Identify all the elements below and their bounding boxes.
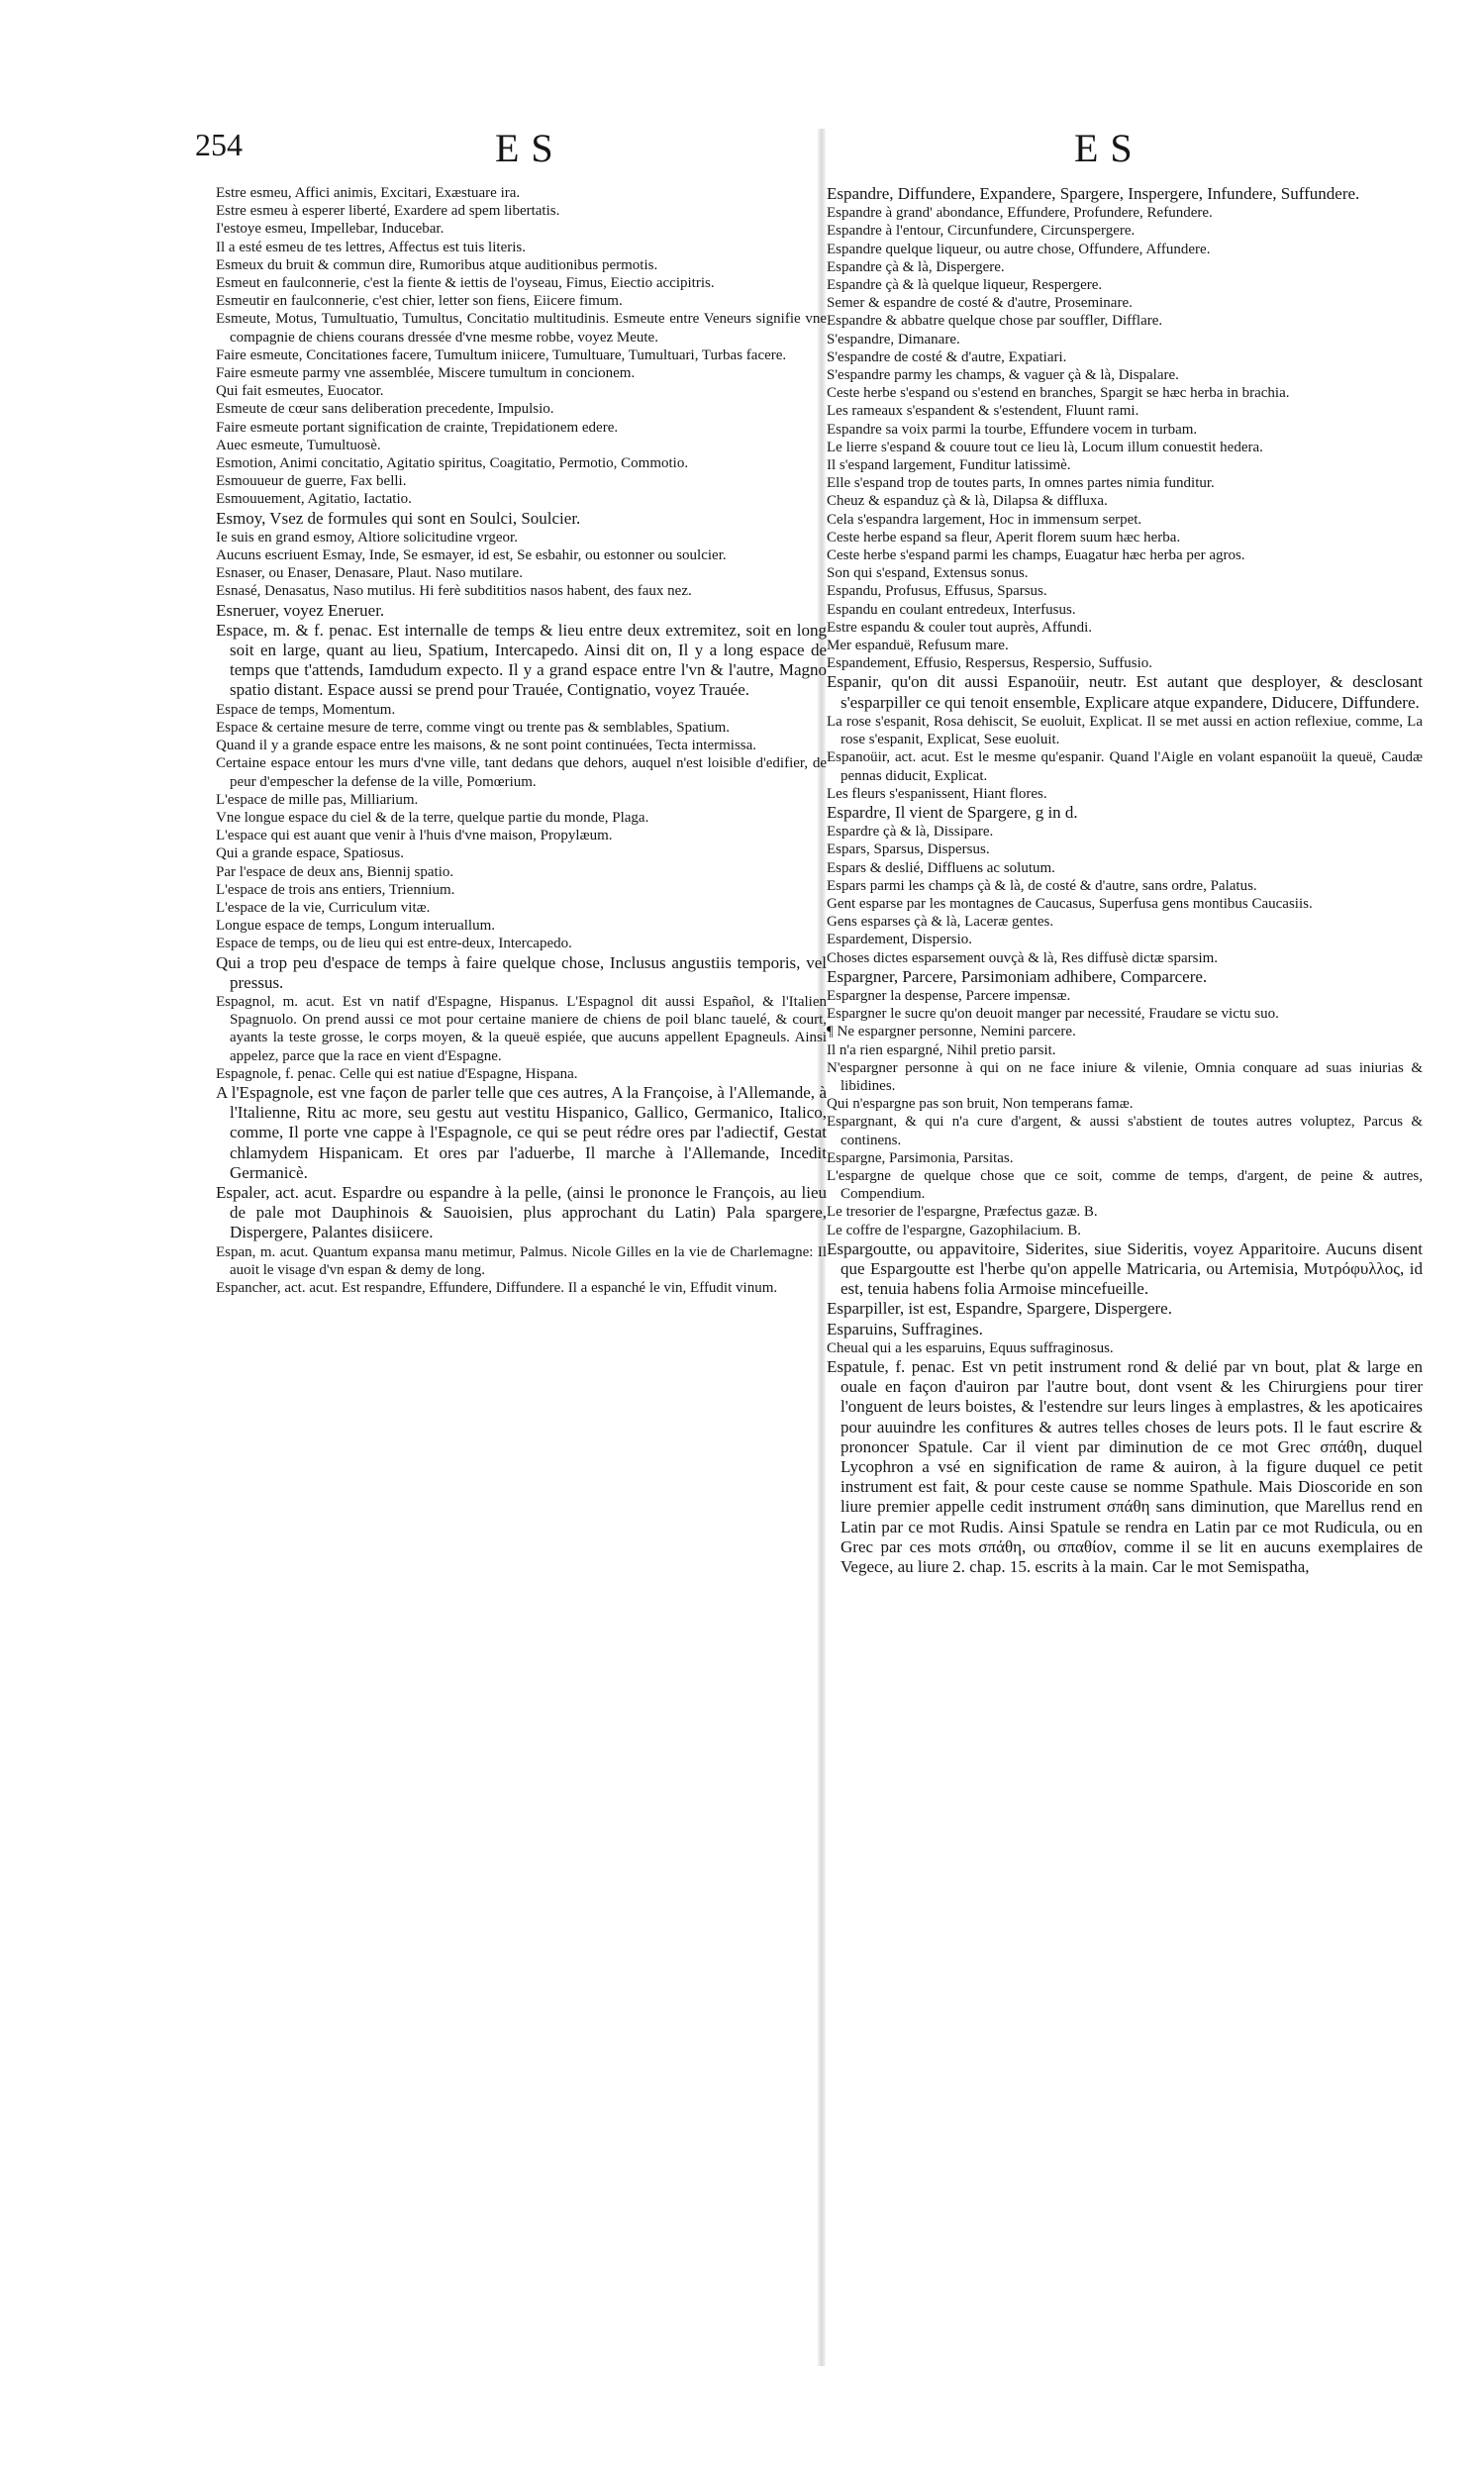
dictionary-entry: Gent esparse par les montagnes de Caucasus, Superfusa gens montibus Caucasiis. <box>827 895 1313 912</box>
dictionary-entry: L'espace de la vie, Curriculum vitæ. <box>216 899 431 916</box>
dictionary-entry: Espandre & abbatre quelque chose par souffler, Difflare. <box>827 313 1163 330</box>
dictionary-entry: Espars parmi les champs çà & là, de costé & d'autre, sans ordre, Palatus. <box>827 877 1257 894</box>
dictionary-entry: L'espace de mille pas, Milliarium. <box>216 791 419 808</box>
dictionary-entry: Espan, m. acut. Quantum expansa manu metimur, Palmus. Nicole Gilles en la vie de Charlemagne: Il auoit le visage d'vn espan & demy de long. <box>216 1243 827 1278</box>
dictionary-entry: Il a esté esmeu de tes lettres, Affectus est tuis literis. <box>216 239 526 255</box>
dictionary-entry: Espargner la despense, Parcere impensæ. <box>827 987 1071 1004</box>
dictionary-entry: Vne longue espace du ciel & de la terre, quelque partie du monde, Plaga. <box>216 809 649 826</box>
dictionary-entry: Ceste herbe espand sa fleur, Aperit florem suum hæc herba. <box>827 529 1181 545</box>
dictionary-entry: Esmeute, Motus, Tumultuatio, Tumultus, Concitatio multitudinis. Esmeute entre Veneurs signifie vne compagnie de chiens courans dressée d'vne mesme robbe, voyez Meute. <box>216 311 827 346</box>
dictionary-entry: Cheual qui a les esparuins, Equus suffraginosus. <box>827 1339 1114 1356</box>
dictionary-entry: Esmotion, Animi concitatio, Agitatio spiritus, Coagitatio, Permotio, Commotio. <box>216 455 689 472</box>
dictionary-entry: Espargnant, & qui n'a cure d'argent, & aussi s'abstient de toutes autres voluptez, Parcus & continens. <box>827 1114 1423 1148</box>
dictionary-entry: I'estoye esmeu, Impellebar, Inducebar. <box>216 221 445 238</box>
dictionary-entry: Il s'espand largement, Funditur latissimè. <box>827 457 1071 474</box>
dictionary-entry: Ceste herbe s'espand ou s'estend en branches, Spargit se hæc herba in brachia. <box>827 385 1290 402</box>
dictionary-entry: Estre espandu & couler tout auprès, Affundi. <box>827 619 1092 636</box>
dictionary-entry: Espancher, act. acut. Est respandre, Effundere, Diffundere. Il a espanché le vin, Effudit vinum. <box>216 1279 778 1296</box>
dictionary-entry: Espars, Sparsus, Dispersus. <box>827 842 990 858</box>
dictionary-entry: Le coffre de l'espargne, Gazophilacium. B. <box>827 1222 1082 1238</box>
dictionary-entry: La rose s'espanit, Rosa dehiscit, Se euoluit, Explicat. Il se met aussi en action reflexiue, comme, La rose s'espanit, Explicat, Sese euoluit. <box>827 713 1423 748</box>
headword-entry: Qui a trop peu d'espace de temps à faire quelque chose, Inclusus angustiis temporis, vel pressus. <box>216 952 827 992</box>
page-number: 254 <box>195 127 243 162</box>
dictionary-entry: Aucuns escriuent Esmay, Inde, Se esmayer, id est, Se esbahir, ou estonner ou soulcier. <box>216 547 727 564</box>
dictionary-entry: Espargne, Parsimonia, Parsitas. <box>827 1149 1014 1166</box>
dictionary-entry: Esmeutir en faulconnerie, c'est chier, letter son fiens, Eiicere fimum. <box>216 293 623 310</box>
dictionary-entry: Ie suis en grand esmoy, Altiore solicitudine vrgeor. <box>216 529 518 545</box>
right-column <box>827 184 1423 2382</box>
headword-entry: Esparuins, Suffragines. <box>827 1319 983 1338</box>
dictionary-entry: Esmeut en faulconnerie, c'est la fiente & iettis de l'oyseau, Fimus, Eiectio accipitris. <box>216 275 715 292</box>
dictionary-entry: Espandre à l'entour, Circunfundere, Circunspergere. <box>827 223 1136 240</box>
dictionary-entry: Les fleurs s'espanissent, Hiant flores. <box>827 785 1047 802</box>
dictionary-entry: ¶ Ne espargner personne, Nemini parcere. <box>827 1024 1076 1040</box>
dictionary-entry: N'espargner personne à qui on ne face iniure & vilenie, Omnia conquare ad suas iniurias & libidines. <box>827 1059 1423 1094</box>
dictionary-entry: Esnasé, Denasatus, Naso mutilus. Hi ferè subdititios nasos habent, des faux nez. <box>216 583 692 600</box>
dictionary-entry: Espandu en coulant entredeux, Interfusus. <box>827 601 1076 618</box>
dictionary-entry: Espace & certaine mesure de terre, comme vingt ou trente pas & semblables, Spatium. <box>216 719 730 736</box>
dictionary-entry: Espagnole, f. penac. Celle qui est natiue d'Espagne, Hispana. <box>216 1065 578 1082</box>
headword-entry: Espanir, qu'on dit aussi Espanoüir, neutr. Est autant que desployer, & desclosant s'esparpiller ce qui tenoit ensemble, Explicare atque expandere, Diducere, Diffundere. <box>827 672 1423 712</box>
dictionary-entry: Faire esmeute portant signification de crainte, Trepidationem edere. <box>216 419 619 436</box>
dictionary-entry: Les rameaux s'espandent & s'estendent, Fluunt rami. <box>827 403 1139 420</box>
left-column <box>216 184 827 2382</box>
dictionary-entry: L'espace qui est auant que venir à l'huis d'vne maison, Propylæum. <box>216 828 613 844</box>
dictionary-entry: Espardement, Dispersio. <box>827 932 973 948</box>
dictionary-entry: Espace de temps, Momentum. <box>216 701 396 718</box>
dictionary-entry: Qui fait esmeutes, Euocator. <box>216 383 384 400</box>
headword-entry: Espatule, f. penac. Est vn petit instrument rond & delié par vn bout, plat & large en ouale en façon d'auiron par l'autre bout, dont vsent & les Chirurgiens pour tirer l'onguent de leurs boistes, & l'estendre sur leurs linges à emplastres, & les apoticaires pour auuindre les confitures & autres telles choses de leurs pots. Il le faut escrire & prononcer Spatule. Car il vient par diminution de ce mot Grec σπάθη, duquel Lycophron a vsé en signification de rame & auiron, à la figure duquel ce petit instrument est fait, & pour ceste cause se nomme Spathule. Mais Dioscoride en son liure premier appelle cedit instrument σπάθη sans diminution, que Marellus rend en Latin par ce mot Rudis. Ainsi Spatule se rendra en Latin par ce mot Rudicula, ou en Grec par ces mots σπάθη, ou σπαθίον, comme il se lit en aucuns exemplaires de Vegece, au liure 2. chap. 15. escrits à la main. Car le mot Semispatha, <box>827 1357 1423 1577</box>
dictionary-entry: Espandre quelque liqueur, ou autre chose, Offundere, Affundere. <box>827 241 1211 257</box>
dictionary-entry: Mer espanduë, Refusum mare. <box>827 638 1009 654</box>
dictionary-entry: Espargner le sucre qu'on deuoit manger par necessité, Fraudare se victu suo. <box>827 1006 1279 1023</box>
right-running-head: ES <box>1074 126 1144 170</box>
dictionary-entry: Espandement, Effusio, Respersus, Respersio, Suffusio. <box>827 655 1152 672</box>
dictionary-entry: Choses dictes esparsement ouvçà & là, Res diffusè dictæ sparsim. <box>827 949 1219 966</box>
dictionary-entry: Faire esmeute, Concitationes facere, Tumultum iniicere, Tumultuare, Tumultuari, Turbas facere. <box>216 346 787 363</box>
headword-entry: Espargoutte, ou appavitoire, Siderites, siue Sideritis, voyez Apparitoire. Aucuns disent que Espargoutte est l'herbe qu'on appelle Matricaria, ou Artemisia, Μυτρόφυλλος, id est, tenuia habens folia Armoise mincefueille. <box>827 1238 1423 1299</box>
left-running-head: ES <box>495 126 565 170</box>
dictionary-entry: Espardre çà & là, Dissipare. <box>827 824 994 841</box>
dictionary-entry: Qui a grande espace, Spatiosus. <box>216 845 404 862</box>
headword-entry: A l'Espagnole, est vne façon de parler telle que ces autres, A la Françoise, à l'Allemande, à l'Italienne, Ritu ac more, seu gestu aut vestitu Hispanico, Gallico, Germanico, Italico, comme, Il porte vne cappe à l'Espagnole, ce qui se peut rédre ores par l'adiectif, Gestat chlamydem Hispanicam. Et ores par l'aduerbe, Il marche à l'Allemande, Incedit Germanicè. <box>216 1082 827 1182</box>
dictionary-entry: L'espargne de quelque chose que ce soit, comme de temps, d'argent, de peine & autres, Compendium. <box>827 1167 1423 1203</box>
dictionary-entry: Il n'a rien espargné, Nihil pretio parsit. <box>827 1041 1056 1058</box>
dictionary-entry: Le lierre s'espand & couure tout ce lieu là, Locum illum conuestit hedera. <box>827 439 1263 455</box>
dictionary-entry: Faire esmeute parmy vne assemblée, Miscere tumultum in concionem. <box>216 365 636 382</box>
headword-entry: Esneruer, voyez Eneruer. <box>216 600 385 620</box>
headword-entry: Espaler, act. acut. Espardre ou espandre à la pelle, (ainsi le prononce le François, au lieu de pale mot Dauphinois & Sauoisien, plus approchant du Latin) Pala spargere, Dispergere, Palantes disiicere. <box>216 1182 827 1242</box>
dictionary-entry: Quand il y a grande espace entre les maisons, & ne sont point continuées, Tecta intermissa. <box>216 738 757 754</box>
dictionary-entry: S'espandre parmy les champs, & vaguer çà & là, Dispalare. <box>827 367 1179 384</box>
dictionary-entry: Estre esmeu, Affici animis, Excitari, Exæstuare ira. <box>216 185 521 201</box>
dictionary-entry: Espandre çà & là quelque liqueur, Respergere. <box>827 277 1103 294</box>
headword-entry: Espargner, Parcere, Parsimoniam adhibere, Comparcere. <box>827 966 1208 986</box>
dictionary-entry: S'espandre, Dimanare. <box>827 331 960 347</box>
dictionary-entry: Espanoüir, act. acut. Est le mesme qu'espanir. Quand l'Aigle en volant espanoüit la queuë, Caudæ pennas diducit, Explicat. <box>827 749 1423 784</box>
dictionary-entry: Estre esmeu à esperer liberté, Exardere ad spem libertatis. <box>216 203 560 220</box>
dictionary-entry: Esnaser, ou Enaser, Denasare, Plaut. Naso mutilare. <box>216 565 523 582</box>
dictionary-entry: Espandre sa voix parmi la tourbe, Effundere vocem in turbam. <box>827 421 1198 438</box>
dictionary-entry: Esmouuement, Agitatio, Iactatio. <box>216 491 412 508</box>
dictionary-entry: Espandu, Profusus, Effusus, Sparsus. <box>827 583 1047 600</box>
dictionary-entry: Espandre çà & là, Dispergere. <box>827 258 1005 275</box>
headword-entry: Espandre, Diffundere, Expandere, Spargere, Inspergere, Infundere, Suffundere. <box>827 184 1360 203</box>
dictionary-entry: Semer & espandre de costé & d'autre, Proseminare. <box>827 295 1133 312</box>
page-header <box>0 125 1484 184</box>
headword-entry: Esmoy, Vsez de formules qui sont en Soulci, Soulcier. <box>216 508 581 528</box>
dictionary-entry: Auec esmeute, Tumultuosè. <box>216 437 381 453</box>
dictionary-entry: Qui n'espargne pas son bruit, Non temperans famæ. <box>827 1096 1134 1113</box>
headword-entry: Espardre, Il vient de Spargere, g in d. <box>827 802 1078 822</box>
dictionary-entry: Esmeux du bruit & commun dire, Rumoribus atque auditionibus permotis. <box>216 256 658 273</box>
headword-entry: Espace, m. & f. penac. Est internalle de temps & lieu entre deux extremitez, soit en long soit en large, quant au lieu, Spatium, Intercapedo. Ainsi dit on, Il y a long espace de temps que t'attends, Iamdudum expecto. Il y a grand espace entre l'vn & l'autre, Magno spatio distant. Espace aussi se prend pour Trauée, Contignatio, voyez Trauée. <box>216 620 827 700</box>
dictionary-entry: Espace de temps, ou de lieu qui est entre-deux, Intercapedo. <box>216 936 572 952</box>
dictionary-entry: Esmeute de cœur sans deliberation precedente, Impulsio. <box>216 401 554 418</box>
dictionary-entry: Par l'espace de deux ans, Biennij spatio. <box>216 863 454 880</box>
dictionary-entry: Esmouueur de guerre, Fax belli. <box>216 473 407 490</box>
dictionary-entry: Elle s'espand trop de toutes parts, In omnes partes nimia funditur. <box>827 475 1215 492</box>
dictionary-entry: Longue espace de temps, Longum interuallum. <box>216 918 496 935</box>
dictionary-entry: Gens esparses çà & là, Laceræ gentes. <box>827 914 1054 931</box>
dictionary-entry: Ceste herbe s'espand parmi les champs, Euagatur hæc herba per agros. <box>827 547 1245 564</box>
dictionary-entry: Espagnol, m. acut. Est vn natif d'Espagne, Hispanus. L'Espagnol dit aussi Español, & l'Italien Spagnuolo. On prend aussi ce mot pour certaine maniere de chiens de poil blanc tauelé, & court, ayants la teste grosse, le corps moyen, & la queuë espiée, que aucuns appellent Epagneuls. Ainsi appelez, parce que la race en vient d'Espagne. <box>216 993 827 1064</box>
dictionary-entry: Cela s'espandra largement, Hoc in immensum serpet. <box>827 511 1142 528</box>
dictionary-entry: Certaine espace entour les murs d'vne ville, tant dedans que dehors, auquel n'est loisible d'edifier, de peur d'empescher la defense de la ville, Pomœrium. <box>216 755 827 790</box>
dictionary-entry: Espars & deslié, Diffluens ac solutum. <box>827 859 1055 876</box>
dictionary-entry: Cheuz & espanduz çà & là, Dilapsa & diffluxa. <box>827 493 1108 510</box>
dictionary-entry: Espandre à grand' abondance, Effundere, Profundere, Refundere. <box>827 205 1213 222</box>
dictionary-entry: L'espace de trois ans entiers, Triennium. <box>216 881 455 898</box>
dictionary-entry: Le tresorier de l'espargne, Præfectus gazæ. B. <box>827 1204 1098 1221</box>
dictionary-entry: S'espandre de costé & d'autre, Expatiari. <box>827 348 1067 365</box>
dictionary-entry: Son qui s'espand, Extensus sonus. <box>827 565 1029 582</box>
headword-entry: Esparpiller, ist est, Espandre, Spargere, Dispergere. <box>827 1299 1172 1319</box>
